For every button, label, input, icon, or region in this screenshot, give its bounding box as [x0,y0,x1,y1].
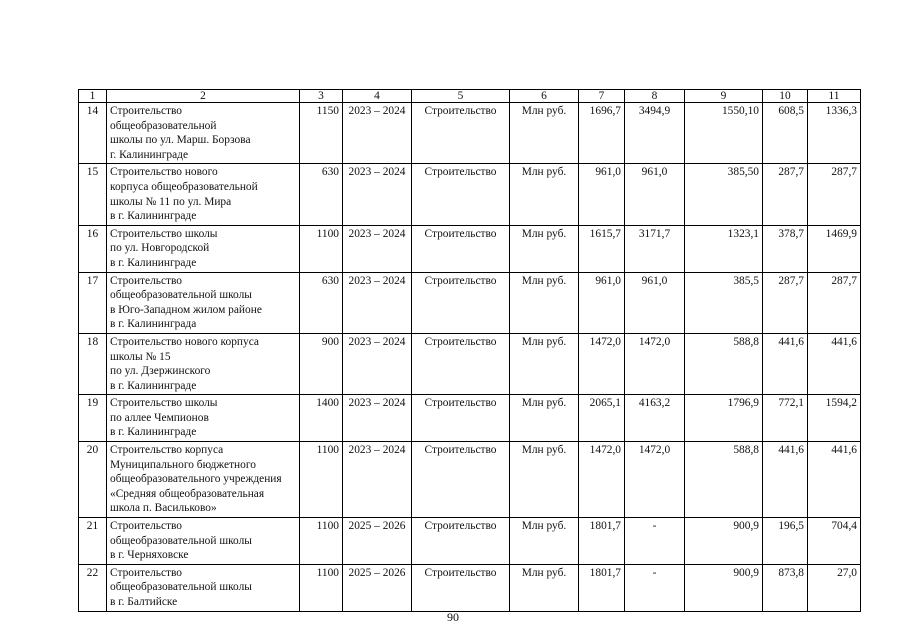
row-number: 21 [79,518,107,565]
project-name-line: школы № 11 по ул. Мира [110,195,232,208]
cell-c11: 1336,3 [808,103,861,164]
cell-c6: Млн руб. [510,225,579,272]
document-page [78,89,860,612]
project-name-line: корпуса общеобразовательной [110,180,258,193]
column-header: 1 [79,90,107,103]
cell-c7: 1801,7 [579,518,625,565]
row-number: 22 [79,564,107,611]
row-number: 18 [79,333,107,394]
table-row [79,103,861,164]
cell-c11: 287,7 [808,272,861,333]
cell-c9: 900,9 [685,518,763,565]
project-name-line: общеобразовательной школы [110,534,252,547]
column-header: 3 [300,90,343,103]
column-header: 8 [625,90,685,103]
cell-c11: 287,7 [808,164,861,225]
cell-c6: Млн руб. [510,442,579,518]
project-name [107,225,300,272]
cell-c8: 961,0 [625,272,685,333]
project-name-line: школы № 15 [110,350,171,363]
project-name [107,103,300,164]
cell-c6: Млн руб. [510,395,579,442]
project-name [107,564,300,611]
cell-c8: 1472,0 [625,442,685,518]
column-header: 9 [685,90,763,103]
cell-c7: 1472,0 [579,333,625,394]
cell-c8: 4163,2 [625,395,685,442]
project-name-line: в г. Калининграде [110,256,197,269]
cell-c10: 772,1 [763,395,808,442]
cell-c7: 1615,7 [579,225,625,272]
cell-c8: 1472,0 [625,333,685,394]
cell-c10: 196,5 [763,518,808,565]
cell-c6: Млн руб. [510,272,579,333]
row-number: 20 [79,442,107,518]
project-name-line: общеобразовательной школы [110,581,252,594]
cell-c5: Строительство [412,333,510,394]
project-name-line: в г. Калининграде [110,379,197,392]
cell-c4: 2023 – 2024 [343,333,412,394]
cell-c4: 2023 – 2024 [343,442,412,518]
cell-c9: 900,9 [685,564,763,611]
table-row [79,225,861,272]
cell-c3: 630 [300,272,343,333]
project-name-line: в г. Балтийске [110,596,178,609]
cell-c10: 287,7 [763,272,808,333]
cell-c6: Млн руб. [510,564,579,611]
project-name [107,333,300,394]
row-number: 15 [79,164,107,225]
project-name-line: Строительство [110,105,182,117]
project-name-line: общеобразовательной школы [110,289,252,302]
column-header: 5 [412,90,510,103]
cell-c5: Строительство [412,164,510,225]
project-name-line: Муниципального бюджетного [110,458,256,471]
cell-c9: 1323,1 [685,225,763,272]
cell-c3: 1400 [300,395,343,442]
project-name [107,442,300,518]
cell-c8: 3494,9 [625,103,685,164]
column-header: 11 [808,90,861,103]
project-name [107,272,300,333]
cell-c4: 2025 – 2026 [343,564,412,611]
cell-c7: 2065,1 [579,395,625,442]
project-name-line: общеобразовательной [110,119,217,132]
project-name-line: по ул. Дзержинского [110,365,211,378]
cell-c9: 588,8 [685,333,763,394]
project-name-line: в г. Калининграде [110,426,197,439]
project-name [107,164,300,225]
cell-c9: 1550,10 [685,103,763,164]
row-number: 17 [79,272,107,333]
table-row [79,395,861,442]
cell-c9: 385,50 [685,164,763,225]
cell-c3: 1150 [300,103,343,164]
project-name-line: в г. Калининграда [110,318,197,331]
cell-c9: 1796,9 [685,395,763,442]
table-row [79,272,861,333]
cell-c6: Млн руб. [510,518,579,565]
cell-c5: Строительство [412,442,510,518]
cell-c8: - [625,564,685,611]
project-name-line: г. Калининграде [110,148,189,161]
project-name-line: Строительство корпуса [110,444,224,457]
project-name-line: «Средняя общеобразовательная [110,487,265,500]
table-row [79,164,861,225]
cell-c5: Строительство [412,225,510,272]
cell-c4: 2023 – 2024 [343,395,412,442]
cell-c11: 704,4 [808,518,861,565]
column-header: 7 [579,90,625,103]
project-name-line: Строительство [110,520,182,533]
table-row [79,442,861,518]
project-name-line: Строительство [110,566,182,579]
cell-c11: 441,6 [808,442,861,518]
cell-c10: 608,5 [763,103,808,164]
page-number: 90 [447,610,459,624]
cell-c10: 441,6 [763,333,808,394]
project-name-line: общеобразовательного учреждения [110,473,282,486]
cell-c11: 1594,2 [808,395,861,442]
column-header: 10 [763,90,808,103]
project-name-line: по аллее Чемпионов [110,411,209,424]
cell-c10: 441,6 [763,442,808,518]
project-name [107,518,300,565]
project-name-line: Строительство [110,274,182,287]
cell-c3: 1100 [300,442,343,518]
column-header: 6 [510,90,579,103]
cell-c7: 1801,7 [579,564,625,611]
cell-c10: 378,7 [763,225,808,272]
cell-c9: 588,8 [685,442,763,518]
cell-c5: Строительство [412,103,510,164]
project-name-line: в г. Калининграде [110,210,197,223]
project-name-line: Строительство школы [110,227,218,240]
project-name-line: школы по ул. Марш. Борзова [110,134,251,147]
cell-c5: Строительство [412,395,510,442]
cell-c4: 2023 – 2024 [343,272,412,333]
cell-c10: 287,7 [763,164,808,225]
projects-table [78,89,861,612]
cell-c7: 1696,7 [579,103,625,164]
cell-c4: 2023 – 2024 [343,164,412,225]
column-header: 4 [343,90,412,103]
cell-c8: 961,0 [625,164,685,225]
cell-c3: 900 [300,333,343,394]
cell-c6: Млн руб. [510,333,579,394]
cell-c10: 873,8 [763,564,808,611]
cell-c7: 1472,0 [579,442,625,518]
project-name-line: школа п. Васильково» [110,502,217,515]
project-name-line: Строительство нового корпуса [110,335,259,348]
cell-c5: Строительство [412,564,510,611]
project-name-line: в г. Черняховске [110,549,189,562]
cell-c4: 2023 – 2024 [343,225,412,272]
cell-c6: Млн руб. [510,103,579,164]
cell-c9: 385,5 [685,272,763,333]
cell-c4: 2023 – 2024 [343,103,412,164]
cell-c3: 1100 [300,225,343,272]
cell-c11: 441,6 [808,333,861,394]
cell-c3: 1100 [300,518,343,565]
project-name [107,395,300,442]
project-name-line: Строительство нового [110,166,218,179]
cell-c5: Строительство [412,518,510,565]
project-name-line: по ул. Новгородской [110,242,210,255]
cell-c3: 630 [300,164,343,225]
table-row [79,333,861,394]
table-row [79,518,861,565]
row-number: 19 [79,395,107,442]
cell-c3: 1100 [300,564,343,611]
row-number: 14 [79,103,107,164]
cell-c8: - [625,518,685,565]
row-number: 16 [79,225,107,272]
cell-c7: 961,0 [579,272,625,333]
cell-c11: 1469,9 [808,225,861,272]
cell-c11: 27,0 [808,564,861,611]
cell-c8: 3171,7 [625,225,685,272]
header-row [79,90,861,103]
cell-c4: 2025 – 2026 [343,518,412,565]
project-name-line: в Юго-Западном жилом районе [110,303,262,316]
column-header: 2 [107,90,300,103]
cell-c5: Строительство [412,272,510,333]
cell-c7: 961,0 [579,164,625,225]
project-name-line: Строительство школы [110,397,218,410]
table-row [79,564,861,611]
cell-c6: Млн руб. [510,164,579,225]
